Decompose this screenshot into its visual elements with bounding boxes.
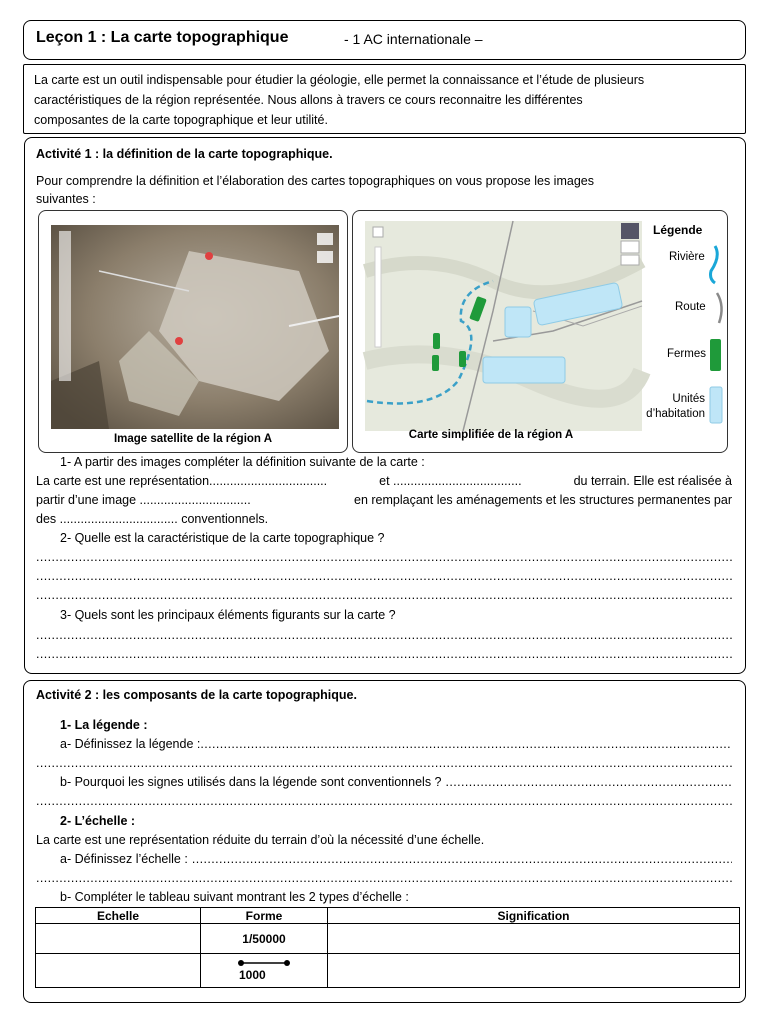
- scale-qb-label: b- Compléter le tableau suivant montrant les 2 types d’échelle :: [60, 890, 409, 904]
- q1-line2-a: partir d’une image ................................: [36, 493, 251, 507]
- q1-line1-b: et .....................................: [379, 474, 522, 488]
- legend-heading: 1- La légende :: [60, 718, 148, 732]
- table-cell-echelle[interactable]: [36, 954, 201, 988]
- table-cell-signification[interactable]: [328, 954, 740, 988]
- activity2-title: Activité 2 : les composants de la carte topographique.: [36, 688, 357, 702]
- farm: [432, 355, 439, 371]
- legend-river-label: Rivière: [669, 251, 705, 263]
- table-header-signification: Signification: [328, 908, 740, 924]
- graphic-scale-bar: [237, 958, 297, 968]
- q1-label: 1- A partir des images compléter la définition suivante de la carte :: [60, 455, 425, 469]
- q1-line1-c: du terrain. Elle est réalisée à: [573, 474, 732, 488]
- q1-line1-a: La carte est une représentation..................................: [36, 474, 328, 488]
- scale-heading: 2- L’échelle :: [60, 814, 136, 828]
- activity1-intro-2: suivantes :: [36, 192, 96, 206]
- legend-road-label: Route: [675, 301, 706, 313]
- q2-answer-line[interactable]: [36, 548, 732, 566]
- table-header-echelle: Echelle: [36, 908, 201, 924]
- farm: [459, 351, 466, 367]
- simplified-map-caption: Carte simplifiée de la région A: [408, 429, 574, 441]
- farm-legend-icon: [710, 339, 721, 371]
- lesson-title: Leçon 1 : La carte topographique: [36, 29, 289, 46]
- satellite-image-panel: [38, 210, 348, 453]
- housing-unit: [483, 357, 565, 383]
- lesson-level: - 1 AC internationale –: [344, 31, 483, 47]
- q1-line3-b: conventionnels.: [181, 512, 269, 526]
- table-cell-signification[interactable]: [328, 924, 740, 954]
- simplified-map-panel: [352, 210, 728, 453]
- housing-legend-icon: [710, 387, 722, 423]
- scale-qa-answer-line[interactable]: [36, 869, 732, 887]
- activity1-title: Activité 1 : la définition de la carte topographique.: [36, 147, 333, 161]
- q1-line2-b: en remplaçant les aménagements et les structures permanentes par: [354, 493, 732, 507]
- legend-qa-label: a- Définissez la légende :: [60, 737, 201, 751]
- road-legend-icon: [717, 293, 722, 323]
- legend-housing-label: Unités d’habitation: [646, 393, 705, 420]
- q2-label: 2- Quelle est la caractéristique de la carte topographique ?: [60, 531, 385, 545]
- satellite-image-caption: Image satellite de la région A: [113, 433, 273, 445]
- scale-intro: La carte est une représentation réduite du terrain d’où la nécessité d’une échelle.: [36, 833, 485, 847]
- legend-farm-label: Fermes: [667, 348, 706, 360]
- intro-box: [23, 64, 746, 134]
- table-cell-forme: [201, 924, 328, 954]
- farm: [433, 333, 440, 349]
- legend-qb-label: b- Pourquoi les signes utilisés dans la légende sont conventionnels ?: [60, 775, 442, 789]
- legend-qb-answer-line[interactable]: [36, 792, 732, 810]
- q3-answer-line[interactable]: [36, 626, 732, 644]
- legend-qb-answer[interactable]: [446, 773, 733, 791]
- q3-answer-line[interactable]: [36, 645, 732, 663]
- river-legend-icon: [711, 246, 718, 283]
- table-cell-forme: [201, 954, 328, 988]
- activity1-intro-1: Pour comprendre la définition et l’élaboration des cartes topographiques on vous propose les images: [36, 174, 594, 188]
- satellite-image: [39, 211, 348, 453]
- numeric-scale-value: 1/50000: [242, 931, 286, 946]
- header-box: [23, 20, 746, 60]
- intro-line-1: La carte est un outil indispensable pour étudier la géologie, elle permet la connaissance et l’étude de plusieurs: [34, 73, 645, 87]
- legend-qa-answer[interactable]: [200, 735, 732, 753]
- scale-qa-label: a- Définissez l’échelle :: [60, 852, 188, 866]
- legend-title: Légende: [653, 223, 703, 237]
- table-header-forme: Forme: [201, 908, 328, 924]
- graphic-scale-value: 1000: [239, 968, 266, 982]
- scale-qa-answer[interactable]: [192, 850, 732, 868]
- q3-label: 3- Quels sont les principaux éléments figurants sur la carte ?: [60, 608, 396, 622]
- q2-answer-line[interactable]: [36, 567, 732, 585]
- housing-unit: [505, 307, 531, 337]
- intro-line-2: caractéristiques de la région représentée. Nous allons à travers ce cours reconnaitre les différentes: [34, 93, 583, 107]
- intro-line-3: composantes de la carte topographique et leur utilité.: [34, 113, 328, 127]
- q1-line3-a: des ..................................: [36, 512, 178, 526]
- legend-qa-answer-line[interactable]: [36, 754, 732, 772]
- table-cell-echelle[interactable]: [36, 924, 201, 954]
- scale-table: [35, 907, 740, 988]
- q2-answer-line[interactable]: [36, 586, 732, 604]
